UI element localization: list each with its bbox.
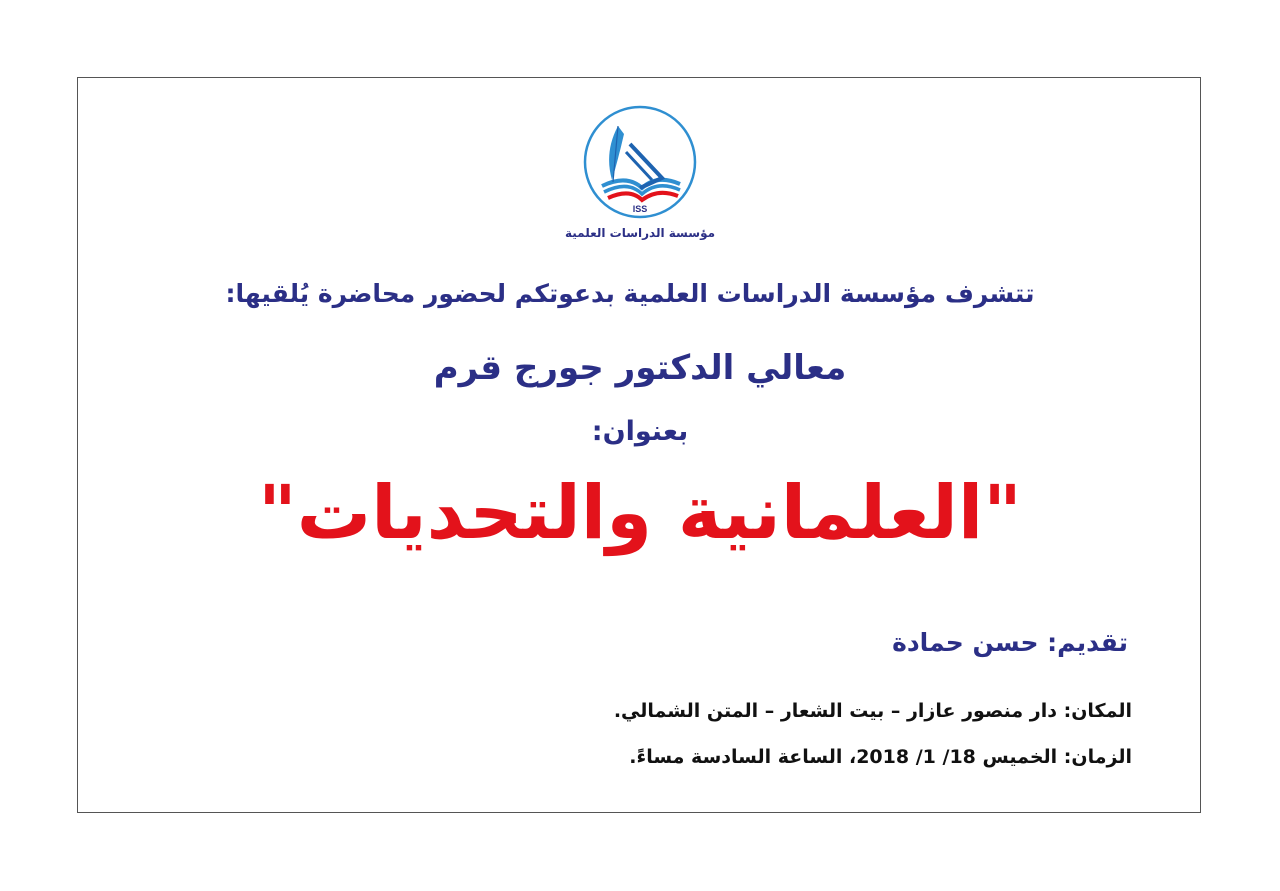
- invitation-line: تتشرف مؤسسة الدراسات العلمية بدعوتكم لحضور محاضرة يُلقيها:: [225, 279, 1035, 308]
- speaker-name: معالي الدكتور جورج قرم: [433, 348, 847, 388]
- iss-logo-icon: [582, 104, 698, 220]
- time-line: الزمان: الخميس 18/ 1/ 2018، الساعة السادسة مساءً.: [629, 746, 1132, 768]
- place-line: المكان: دار منصور عازار – بيت الشعار – المتن الشمالي.: [613, 700, 1132, 722]
- logo-abbr: ISS: [632, 204, 648, 214]
- lecture-title: "العلمانية والتحديات": [258, 470, 1022, 556]
- presenter-line: تقديم: حسن حمادة: [892, 628, 1128, 657]
- titled-label: بعنوان:: [591, 416, 689, 447]
- logo-caption: مؤسسة الدراسات العلمية: [564, 226, 716, 240]
